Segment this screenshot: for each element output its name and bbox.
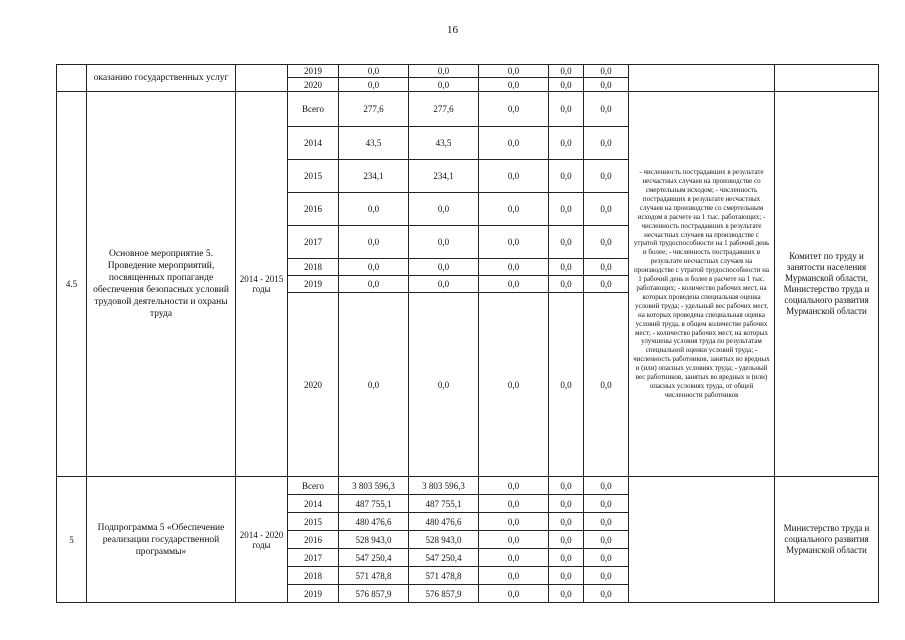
value-cell: 0,0 [479, 495, 549, 513]
value-cell: 0,0 [409, 193, 479, 226]
value-cell: 528 943,0 [339, 531, 409, 549]
value-cell: 0,0 [479, 65, 549, 78]
value-cell: 0,0 [549, 567, 584, 585]
value-cell: 0,0 [409, 276, 479, 293]
value-cell: 0,0 [339, 193, 409, 226]
value-cell: 0,0 [549, 477, 584, 495]
value-cell: 0,0 [584, 65, 629, 78]
executor-cell: Министерство труда и социального развития Мурманской области [775, 477, 879, 603]
value-cell: 0,0 [339, 276, 409, 293]
value-cell: 234,1 [409, 160, 479, 193]
value-cell: 0,0 [339, 293, 409, 477]
year-cell: 2018 [288, 259, 339, 276]
value-cell: 0,0 [409, 259, 479, 276]
value-cell: 0,0 [584, 585, 629, 603]
value-cell: 0,0 [584, 567, 629, 585]
value-cell: 0,0 [549, 293, 584, 477]
value-cell: 0,0 [479, 513, 549, 531]
value-cell: 0,0 [479, 293, 549, 477]
value-cell: 576 857,9 [409, 585, 479, 603]
value-cell: 0,0 [549, 549, 584, 567]
value-cell: 576 857,9 [339, 585, 409, 603]
value-cell: 0,0 [549, 160, 584, 193]
year-cell: 2015 [288, 513, 339, 531]
year-cell: 2015 [288, 160, 339, 193]
executor-cell [775, 65, 879, 92]
value-cell: 0,0 [584, 78, 629, 92]
table-row [57, 92, 879, 127]
year-cell: 2014 [288, 495, 339, 513]
value-cell: 0,0 [409, 78, 479, 92]
year-cell: Всего [288, 477, 339, 495]
activity-name-cell: Подпрограмма 5 «Обеспечение реализации государственной программы» [87, 477, 236, 603]
value-cell: 0,0 [479, 127, 549, 160]
value-cell: 0,0 [584, 127, 629, 160]
value-cell: 0,0 [584, 259, 629, 276]
value-cell: 0,0 [479, 259, 549, 276]
year-cell: 2016 [288, 531, 339, 549]
value-cell: 547 250,4 [409, 549, 479, 567]
value-cell: 0,0 [479, 276, 549, 293]
value-cell: 0,0 [549, 276, 584, 293]
row-number-cell [57, 65, 87, 92]
value-cell: 43,5 [409, 127, 479, 160]
period-cell: 2014 - 2015 годы [236, 92, 288, 477]
year-cell: 2020 [288, 78, 339, 92]
value-cell: 0,0 [584, 293, 629, 477]
value-cell: 528 943,0 [409, 531, 479, 549]
value-cell: 0,0 [409, 65, 479, 78]
budget-table [56, 64, 879, 603]
value-cell: 0,0 [584, 531, 629, 549]
value-cell: 487 755,1 [339, 495, 409, 513]
value-cell: 0,0 [584, 495, 629, 513]
value-cell: 0,0 [549, 259, 584, 276]
value-cell: 0,0 [584, 276, 629, 293]
year-cell: 2018 [288, 567, 339, 585]
value-cell: 0,0 [584, 226, 629, 259]
value-cell: 234,1 [339, 160, 409, 193]
value-cell: 0,0 [549, 78, 584, 92]
value-cell: 487 755,1 [409, 495, 479, 513]
year-cell: Всего [288, 92, 339, 127]
year-cell: 2019 [288, 65, 339, 78]
value-cell: 0,0 [479, 160, 549, 193]
value-cell: 0,0 [339, 65, 409, 78]
value-cell: 0,0 [479, 531, 549, 549]
year-cell: 2016 [288, 193, 339, 226]
value-cell: 0,0 [549, 226, 584, 259]
value-cell: 3 803 596,3 [339, 477, 409, 495]
value-cell: 0,0 [549, 92, 584, 127]
activity-name-cell: оказанию государственных услуг [87, 65, 236, 92]
value-cell: 0,0 [584, 160, 629, 193]
year-cell: 2017 [288, 549, 339, 567]
value-cell: 277,6 [409, 92, 479, 127]
value-cell: 0,0 [479, 78, 549, 92]
value-cell: 480 476,6 [339, 513, 409, 531]
table-row [57, 65, 879, 78]
value-cell: 0,0 [549, 531, 584, 549]
value-cell: 571 478,8 [339, 567, 409, 585]
year-cell: 2020 [288, 293, 339, 477]
value-cell: 0,0 [479, 567, 549, 585]
value-cell: 0,0 [584, 92, 629, 127]
year-cell: 2014 [288, 127, 339, 160]
value-cell: 547 250,4 [339, 549, 409, 567]
value-cell: 0,0 [549, 513, 584, 531]
year-cell: 2019 [288, 276, 339, 293]
executor-cell: Комитет по труду и занятости населения Мурманской области, Министерство труда и социального развития Мурманской области [775, 92, 879, 477]
value-cell: 0,0 [584, 513, 629, 531]
value-cell: 0,0 [584, 549, 629, 567]
value-cell: 0,0 [549, 193, 584, 226]
row-number-cell: 5 [57, 477, 87, 603]
value-cell: 43,5 [339, 127, 409, 160]
value-cell: 0,0 [584, 193, 629, 226]
value-cell: 0,0 [339, 78, 409, 92]
indicators-cell [629, 65, 775, 92]
year-cell: 2017 [288, 226, 339, 259]
value-cell: 0,0 [479, 193, 549, 226]
indicators-cell [629, 477, 775, 603]
indicators-cell: - численность пострадавших в результате несчастных случаев на производстве со смертельным исходом; - численность пострадавших в результате несчастных случаев на производстве со смертельным исходом в расчете на 1 тыс. работающих; - численность пострадавших в результате несчастных случаев на производстве с утратой трудоспособности на 1 рабочий день и более; - численность пострадавших в результате несчастных случаев на производстве с утратой трудоспособности на 1 рабочий день и более в расчете на 1 тыс. работающих; - количество рабочих мест, на которых проведена специальная оценка условий труда; - удельный вес рабочих мест, на которых проведена специальная оценка условий труда, в общем количестве рабочих мест; - количество рабочих мест, на которых улучшены условия труда по результатам специальной оценки условий труда; - численность работников, занятых во вредных и (или) опасных условиях труда; - удельный вес работников, занятых во вредных и (или) опасных условиях труда, от общей численности работников [629, 92, 775, 477]
value-cell: 0,0 [479, 226, 549, 259]
value-cell: 0,0 [549, 65, 584, 78]
year-cell: 2019 [288, 585, 339, 603]
value-cell: 0,0 [409, 226, 479, 259]
value-cell: 0,0 [479, 585, 549, 603]
row-number-cell: 4.5 [57, 92, 87, 477]
value-cell: 277,6 [339, 92, 409, 127]
value-cell: 0,0 [339, 226, 409, 259]
value-cell: 0,0 [549, 585, 584, 603]
activity-name-cell: Основное мероприятие 5. Проведение мероприятий, посвященных пропаганде обеспечения безопасных условий трудовой деятельности и охраны труда [87, 92, 236, 477]
period-cell [236, 65, 288, 92]
value-cell: 0,0 [549, 127, 584, 160]
value-cell: 480 476,6 [409, 513, 479, 531]
value-cell: 0,0 [584, 477, 629, 495]
value-cell: 0,0 [549, 495, 584, 513]
page-number: 16 [447, 24, 458, 36]
value-cell: 3 803 596,3 [409, 477, 479, 495]
value-cell: 0,0 [339, 259, 409, 276]
table-row [57, 477, 879, 495]
value-cell: 0,0 [409, 293, 479, 477]
value-cell: 0,0 [479, 92, 549, 127]
value-cell: 571 478,8 [409, 567, 479, 585]
value-cell: 0,0 [479, 477, 549, 495]
value-cell: 0,0 [479, 549, 549, 567]
period-cell: 2014 - 2020 годы [236, 477, 288, 603]
